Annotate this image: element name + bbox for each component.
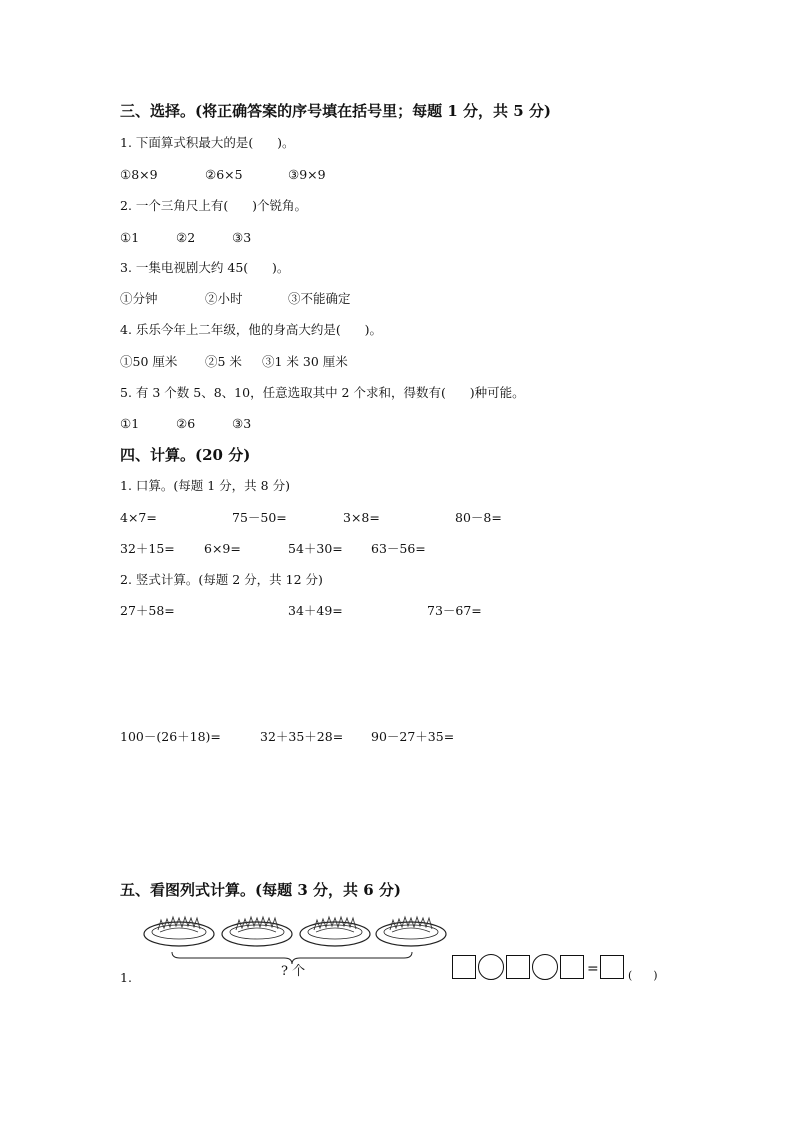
question-1: 1. 下面算式积最大的是( )。	[120, 135, 295, 150]
vertical-calc-item: 90－27＋35=	[371, 729, 455, 744]
vertical-calc-item: 34＋49=	[288, 603, 343, 618]
q5-option-c: ③3	[232, 416, 252, 431]
q5-option-b: ②6	[176, 416, 196, 431]
oral-calc-item: 75－50=	[232, 510, 287, 525]
question-3: 3. 一集电视剧大约 45( )。	[120, 260, 290, 275]
answer-box[interactable]	[600, 955, 624, 979]
oral-calc-title: 1. 口算。(每题 1 分，共 8 分)	[120, 478, 290, 493]
vertical-calc-item: 32＋35＋28=	[260, 729, 344, 744]
vertical-calc-item: 73－67=	[427, 603, 482, 618]
section4-heading: 四、计算。(20 分)	[120, 446, 251, 464]
equals-sign: =	[587, 961, 599, 977]
section5-heading: 五、看图列式计算。(每题 3 分，共 6 分)	[120, 881, 401, 899]
question-4: 4. 乐乐今年上二年级，他的身高大约是( )。	[120, 322, 382, 337]
q3-option-b: ②小时	[205, 291, 243, 306]
q4-option-c: ③1 米 30 厘米	[262, 354, 348, 369]
oral-calc-item: 63－56=	[371, 541, 426, 556]
operator-circle[interactable]	[478, 954, 504, 980]
vertical-calc-title: 2. 竖式计算。(每题 2 分，共 12 分)	[120, 572, 323, 587]
answer-box[interactable]	[506, 955, 530, 979]
section3-heading: 三、选择。(将正确答案的序号填在括号里；每题 1 分，共 5 分)	[120, 102, 551, 120]
question-5: 5. 有 3 个数 5、8、10，任意选取其中 2 个求和，得数有( )种可能。	[120, 385, 525, 400]
oral-calc-item: 4×7=	[120, 510, 157, 525]
unit-blank[interactable]: ( )	[628, 969, 658, 982]
plate-icon	[144, 917, 214, 946]
brace-label: ? 个	[281, 964, 306, 979]
q2-option-c: ③3	[232, 230, 252, 245]
question-number: 1.	[120, 970, 132, 985]
oral-calc-item: 32＋15=	[120, 541, 175, 556]
q1-option-c: ③9×9	[288, 167, 326, 182]
q1-option-a: ①8×9	[120, 167, 158, 182]
oral-calc-item: 54＋30=	[288, 541, 343, 556]
oral-calc-item: 80－8=	[455, 510, 502, 525]
oral-calc-item: 3×8=	[343, 510, 380, 525]
q4-option-a: ①50 厘米	[120, 354, 178, 369]
operator-circle[interactable]	[532, 954, 558, 980]
q2-option-a: ①1	[120, 230, 140, 245]
vertical-calc-item: 27＋58=	[120, 603, 175, 618]
question-2: 2. 一个三角尺上有( )个锐角。	[120, 198, 307, 213]
plate-icon	[376, 917, 446, 946]
answer-box[interactable]	[452, 955, 476, 979]
q3-option-c: ③不能确定	[288, 291, 351, 306]
plate-icon	[222, 917, 292, 946]
answer-box[interactable]	[560, 955, 584, 979]
vertical-calc-item: 100－(26＋18)=	[120, 729, 221, 744]
q1-option-b: ②6×5	[205, 167, 243, 182]
q2-option-b: ②2	[176, 230, 196, 245]
plate-icon	[300, 917, 370, 946]
q4-option-b: ②5 米	[205, 354, 242, 369]
q3-option-a: ①分钟	[120, 291, 158, 306]
oral-calc-item: 6×9=	[204, 541, 241, 556]
q5-option-a: ①1	[120, 416, 140, 431]
brace-icon	[172, 952, 412, 964]
